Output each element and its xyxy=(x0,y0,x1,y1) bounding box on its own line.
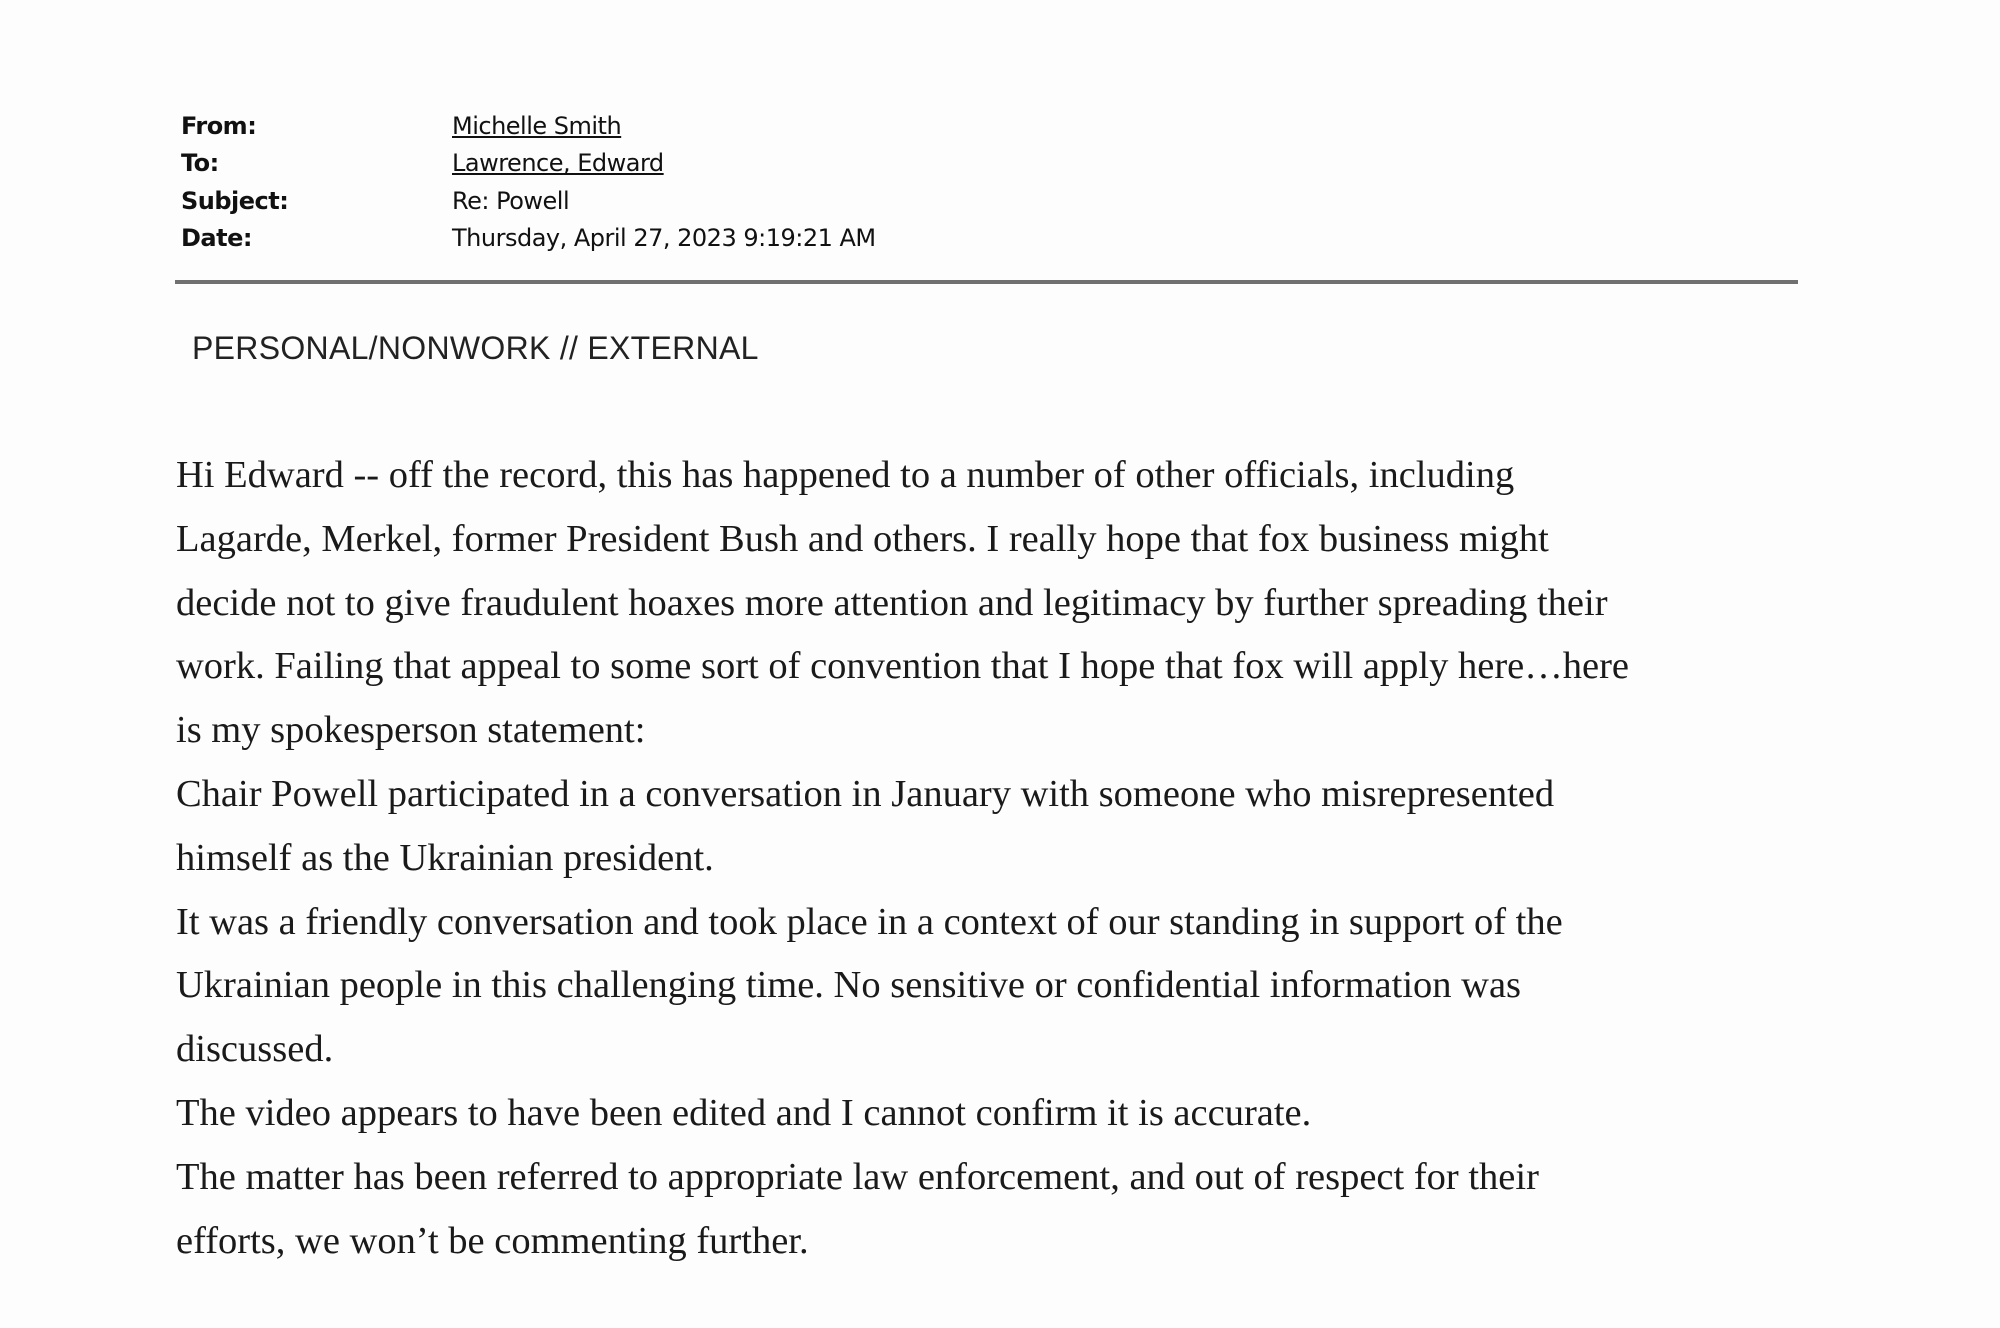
email-body xyxy=(176,444,1629,1273)
classification-banner: PERSONAL/NONWORK // EXTERNAL xyxy=(192,330,759,366)
body-line: discussed. xyxy=(176,1028,334,1071)
to-value-link[interactable]: Lawrence, Edward xyxy=(452,149,664,178)
date-label: Date: xyxy=(181,223,252,252)
subject-label: Subject: xyxy=(181,186,289,215)
body-line: Hi Edward -- off the record, this has happened to a number of other officials, including xyxy=(176,454,1515,496)
from-value-link[interactable]: Michelle Smith xyxy=(452,112,622,140)
body-line: is my spokesperson statement: xyxy=(176,709,646,752)
body-line: himself as the Ukrainian president. xyxy=(176,836,714,879)
body-line: decide not to give fraudulent hoaxes more attention and legitimacy by further spreading their xyxy=(176,581,1608,624)
to-label: To: xyxy=(181,149,219,178)
date-value: Thursday, April 27, 2023 9:19:21 AM xyxy=(452,223,876,252)
body-line: Ukrainian people in this challenging time. No sensitive or confidential information was xyxy=(176,964,1522,1007)
header-divider xyxy=(175,280,1798,284)
body-line: It was a friendly conversation and took place in a context of our standing in support of the xyxy=(176,900,1563,943)
body-line: Lagarde, Merkel, former President Bush and others. I really hope that fox business might xyxy=(176,517,1549,560)
body-line: Chair Powell participated in a conversation in January with someone who misrepresented xyxy=(176,772,1555,815)
body-line: work. Failing that appeal to some sort of convention that I hope that fox will apply here…here xyxy=(176,645,1629,688)
body-line: The video appears to have been edited and I cannot confirm it is accurate. xyxy=(176,1091,1312,1134)
body-line: efforts, we won’t be commenting further. xyxy=(176,1219,809,1262)
subject-value: Re: Powell xyxy=(452,186,570,215)
from-label: From: xyxy=(181,112,257,140)
body-line: The matter has been referred to appropriate law enforcement, and out of respect for their xyxy=(176,1155,1539,1198)
